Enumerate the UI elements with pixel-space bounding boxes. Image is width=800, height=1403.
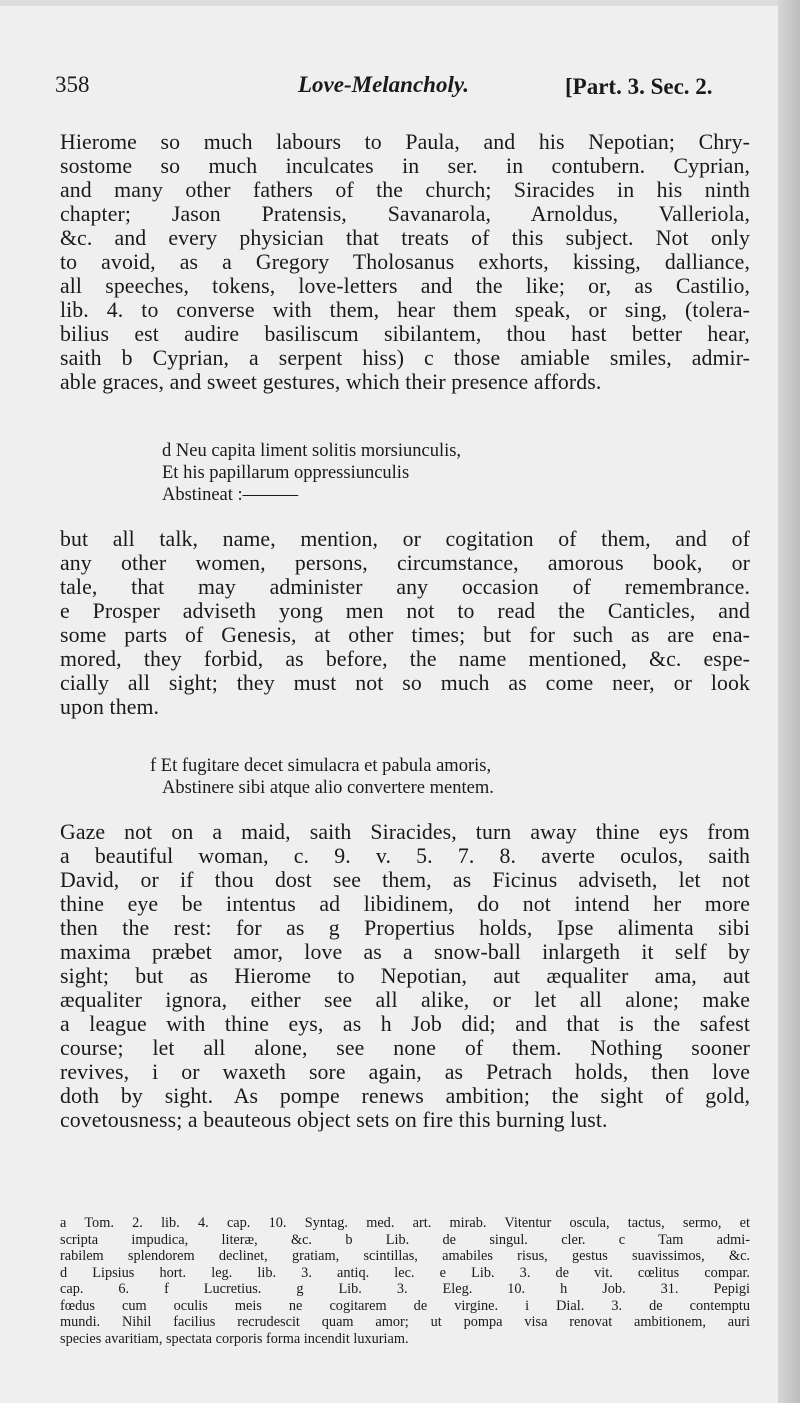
text-line: covetousness; a beauteous object sets on fire this burning lust. [60,1108,608,1132]
text-line: and many other fathers of the church; Siracides in his ninth [60,178,750,202]
text-line: cially all sight; they must not so much as come neer, or look [60,671,750,695]
footnote-line: cap. 6. f Lucretius. g Lib. 3. Eleg. 10. h Job. 31. Pepigi [60,1281,750,1297]
verse-2 [150,755,630,799]
text-line: æqualiter ignora, either see all alike, or let all alone; make [60,988,750,1012]
text-line: bilius est audire basiliscum sibilantem, thou hast better hear, [60,322,750,346]
text-line: David, or if thou dost see them, as Ficinus adviseth, let not [60,868,750,892]
text-line: Hierome so much labours to Paula, and his Nepotian; Chry- [60,130,750,154]
text-line: doth by sight. As pompe renews ambition; the sight of gold, [60,1084,750,1108]
text-line: upon them. [60,695,160,719]
text-line: revives, i or waxeth sore again, as Petrach holds, then love [60,1060,750,1084]
footnote-line: species avaritiam, spectata corporis forma incendit luxuriam. [60,1330,409,1347]
running-title: Love-Melancholy. [298,72,469,97]
text-line: a beautiful woman, c. 9. v. 5. 7. 8. averte oculos, saith [60,844,750,868]
text-line: lib. 4. to converse with them, hear them speak, or sing, (tolera- [60,298,750,322]
text-line: then the rest: for as g Propertius holds, Ipse alimenta sibi [60,916,750,940]
verse-line: d Neu capita liment solitis morsiunculis, [162,441,462,461]
text-line: thine eye be intentus ad libidinem, do not intend her more [60,892,750,916]
text-line: able graces, and sweet gestures, which their presence affords. [60,370,602,394]
text-line: e Prosper adviseth yong men not to read the Canticles, and [60,599,750,623]
page-number: 358 [55,72,90,97]
text-line: to avoid, as a Gregory Tholosanus exhorts, kissing, dalliance, [60,250,750,274]
text-line: all speeches, tokens, love-letters and the like; or, as Castilio, [60,274,750,298]
text-line: chapter; Jason Pratensis, Savanarola, Arnoldus, Valleriola, [60,202,750,226]
text-line: sostome so much inculcates in ser. in contubern. Cyprian, [60,154,750,178]
footnote-line: mundi. Nihil facilius recrudescit quam amor; ut pompa visa renovat ambitionem, auri [60,1314,750,1330]
text-line: &c. and every physician that treats of this subject. Not only [60,226,750,250]
verse-line: Abstinere sibi atque alio convertere mentem. [162,778,494,798]
text-line: tale, that may administer any occasion of remembrance. [60,575,750,599]
verse-1 [162,440,582,506]
text-line: any other women, persons, circumstance, amorous book, or [60,551,750,575]
verse-line: f Et fugitare decet simulacra et pabula amoris, [150,756,492,776]
text-line: saith b Cyprian, a serpent hiss) c those amiable smiles, admir- [60,346,750,370]
running-head [55,72,755,108]
text-line: some parts of Genesis, at other times; but for such as are ena- [60,623,750,647]
paragraph-1 [60,130,750,394]
footnote-line: scripta impudica, literæ, &c. b Lib. de singul. cler. c Tam admi- [60,1231,750,1248]
footnote-line: d Lipsius hort. leg. lib. 3. antiq. lec. e Lib. 3. de vit. cœlitus compar. [60,1264,750,1281]
verse-line: Et his papillarum oppressiunculis [162,463,410,483]
section-reference: [Part. 3. Sec. 2. [565,74,713,99]
footnote-line: fœdus cum oculis meis ne cogitarem de virgine. i Dial. 3. de contemptu [60,1297,750,1314]
verse-line: Abstineat :——— [162,485,299,505]
text-line: maxima præbet amor, love as a snow-ball inlargeth it self by [60,940,750,964]
text-line: course; let all alone, see none of them. Nothing sooner [60,1036,750,1060]
text-line: mored, they forbid, as before, the name mentioned, &c. espe- [60,647,750,671]
paragraph-3 [60,820,750,1132]
footnotes [60,1215,750,1347]
text-line: sight; but as Hierome to Nepotian, aut æqualiter ama, aut [60,964,750,988]
footnote-line: a Tom. 2. lib. 4. cap. 10. Syntag. med. art. mirab. Vitentur oscula, tactus, sermo, et [60,1215,750,1231]
scan-edge-top [0,0,800,6]
paragraph-2 [60,527,750,719]
text-line: a league with thine eys, as h Job did; and that is the safest [60,1012,750,1036]
text-line: but all talk, name, mention, or cogitation of them, and of [60,527,750,551]
scan-edge-right [778,0,800,1403]
footnote-line: rabilem splendorem declinet, gratiam, scintillas, amabiles risus, gestus suavissimos, &c. [60,1248,750,1264]
text-line: Gaze not on a maid, saith Siracides, turn away thine eys from [60,820,750,844]
